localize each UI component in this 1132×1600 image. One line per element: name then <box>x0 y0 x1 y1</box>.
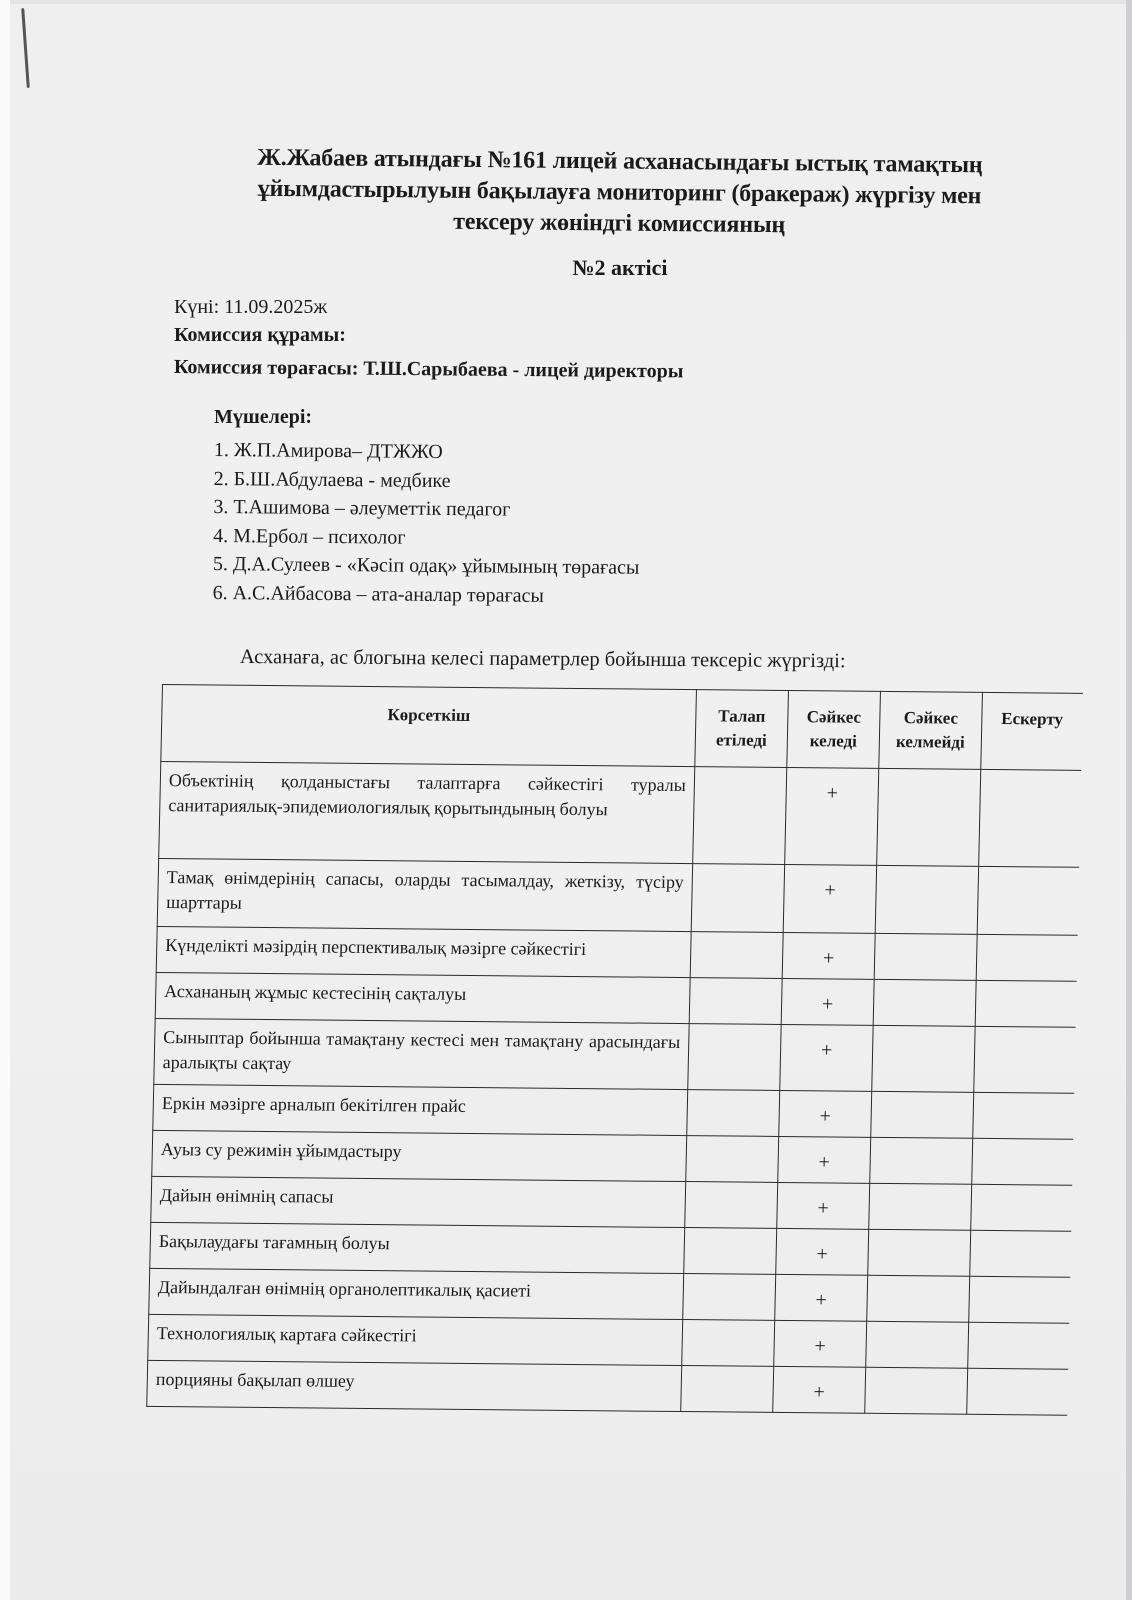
required-cell <box>688 1024 781 1091</box>
title-line: тексеру жөніндгі комиссияның <box>453 208 786 239</box>
commission-label: Комиссия құрамы: <box>174 324 346 346</box>
commission-chair: Комиссия төрағасы: Т.Ш.Сарыбаева - лицей директоры <box>173 356 684 383</box>
member-item: 6. А.С.Айбасова – ата-аналар төрағасы <box>212 581 545 607</box>
required-cell <box>685 1182 778 1229</box>
noncompliant-cell <box>870 1137 973 1184</box>
members-label: Мүшелері: <box>214 406 313 428</box>
criterion-cell: Бақылаудағы тағамның болуы <box>150 1222 685 1273</box>
photo-edge-left <box>0 0 10 1600</box>
photo-edge-right <box>1126 0 1132 1600</box>
criterion-cell: порцияны бақылап өлшеу <box>147 1360 682 1411</box>
criterion-cell: Тамақ өнімдерінің сапасы, оларды тасымалдау, жеткізу, түсіру шарттары <box>157 858 692 931</box>
header-compliant: Сәйкес келеді <box>787 691 881 769</box>
criterion-cell: Объектінің қолданыстағы талаптарға сәйкестігі туралы санитариялық-эпидемиологиялық қорытындының болуы <box>159 761 695 863</box>
compliant-cell: + <box>781 978 874 1025</box>
note-cell <box>970 1230 1071 1277</box>
noncompliant-cell <box>874 933 977 980</box>
criterion-cell: Еркін мәзірге арналып бекітілген прайс <box>153 1084 688 1135</box>
note-cell <box>967 1368 1068 1415</box>
note-cell <box>968 1322 1069 1369</box>
noncompliant-cell <box>877 768 981 866</box>
required-cell <box>683 1274 776 1321</box>
member-item: 5. Д.А.Сулеев - «Кәсіп одақ» ұйымының төрағасы <box>212 552 640 579</box>
note-cell <box>973 1092 1074 1139</box>
required-cell <box>684 1228 777 1275</box>
note-cell <box>971 1184 1072 1231</box>
criterion-cell: Асхананың жұмыс кестесінің сақталуы <box>155 972 690 1023</box>
criterion-cell: Технологиялық картаға сәйкестігі <box>148 1314 683 1365</box>
note-cell <box>977 866 1078 935</box>
criterion-cell: Дайын өнімнің сапасы <box>151 1176 686 1227</box>
member-item: 3. Т.Ашимова – әлеуметтік педагог <box>213 495 511 521</box>
compliant-cell: + <box>779 1090 872 1137</box>
compliant-cell: + <box>773 1366 866 1413</box>
noncompliant-cell <box>867 1275 970 1322</box>
member-item: 1. Ж.П.Амирова– ДТЖЖО <box>213 438 443 463</box>
act-number: №2 актісі <box>572 255 668 280</box>
noncompliant-cell <box>868 1229 971 1276</box>
table-body <box>147 761 1081 1415</box>
header-noncompliant: Сәйкес келмейді <box>879 691 983 769</box>
criterion-cell: Ауыз су режимін ұйымдастыру <box>152 1130 687 1181</box>
table-header-row <box>161 685 1083 771</box>
compliant-cell: + <box>783 864 876 933</box>
title-line: ұйымдастырылуын бақылауға мониторинг (бракераж) жүргізу мен <box>257 175 982 210</box>
required-cell <box>693 767 787 865</box>
inspection-intro: Асханаға, ас блогына келесі параметрлер бойынша тексеріс жүргізді: <box>239 646 846 673</box>
note-cell <box>974 1026 1075 1093</box>
members-list <box>213 436 641 611</box>
compliant-cell: + <box>776 1228 869 1275</box>
required-cell <box>686 1136 779 1183</box>
table-row <box>154 1018 1075 1093</box>
photo-edge-top <box>0 0 1132 4</box>
compliant-cell: + <box>775 1274 868 1321</box>
compliant-cell: + <box>782 932 875 979</box>
compliant-cell: + <box>785 768 879 866</box>
criterion-cell: Күнделікті мәзірдің перспективалық мәзірге сәйкестігі <box>156 926 691 977</box>
criterion-cell: Дайындалған өнімнің органолептикалық қасиеті <box>149 1268 684 1319</box>
noncompliant-cell <box>871 1091 974 1138</box>
required-cell <box>689 978 782 1025</box>
inspection-table-wrap <box>146 684 1106 1416</box>
note-cell <box>975 980 1076 1027</box>
table-row <box>157 858 1078 935</box>
required-cell <box>682 1320 775 1367</box>
inspection-table <box>146 684 1082 1416</box>
document-title <box>189 142 1050 244</box>
header-criterion: Көрсеткіш <box>161 685 697 767</box>
noncompliant-cell <box>872 1025 975 1092</box>
criterion-cell: Сыныптар бойынша тамақтану кестесі мен тамақтану арасындағы аралықты сақтау <box>154 1018 689 1089</box>
noncompliant-cell <box>865 1367 968 1414</box>
note-cell <box>969 1276 1070 1323</box>
note-cell <box>976 934 1077 981</box>
act-date: Күні: 11.09.2025ж <box>174 296 328 318</box>
title-line: Ж.Жабаев атындағы №161 лицей асханасындағы ыстық тамақтың <box>257 144 983 179</box>
table-row <box>159 761 1081 867</box>
noncompliant-cell <box>866 1321 969 1368</box>
header-note: Ескерту <box>981 692 1083 770</box>
compliant-cell: + <box>778 1136 871 1183</box>
compliant-cell: + <box>777 1182 870 1229</box>
note-cell <box>972 1138 1073 1185</box>
noncompliant-cell <box>873 979 976 1026</box>
compliant-cell: + <box>774 1320 867 1367</box>
noncompliant-cell <box>869 1183 972 1230</box>
required-cell <box>687 1090 780 1137</box>
note-cell <box>979 769 1081 867</box>
compliant-cell: + <box>780 1024 873 1091</box>
noncompliant-cell <box>875 865 978 934</box>
required-cell <box>690 932 783 979</box>
header-required: Талап етіледі <box>695 690 789 768</box>
required-cell <box>681 1366 774 1413</box>
member-item: 2. Б.Ш.Абдулаева - медбике <box>213 467 451 492</box>
required-cell <box>691 864 784 933</box>
table-row <box>147 1360 1068 1415</box>
member-item: 4. М.Ербол – психолог <box>213 524 406 549</box>
